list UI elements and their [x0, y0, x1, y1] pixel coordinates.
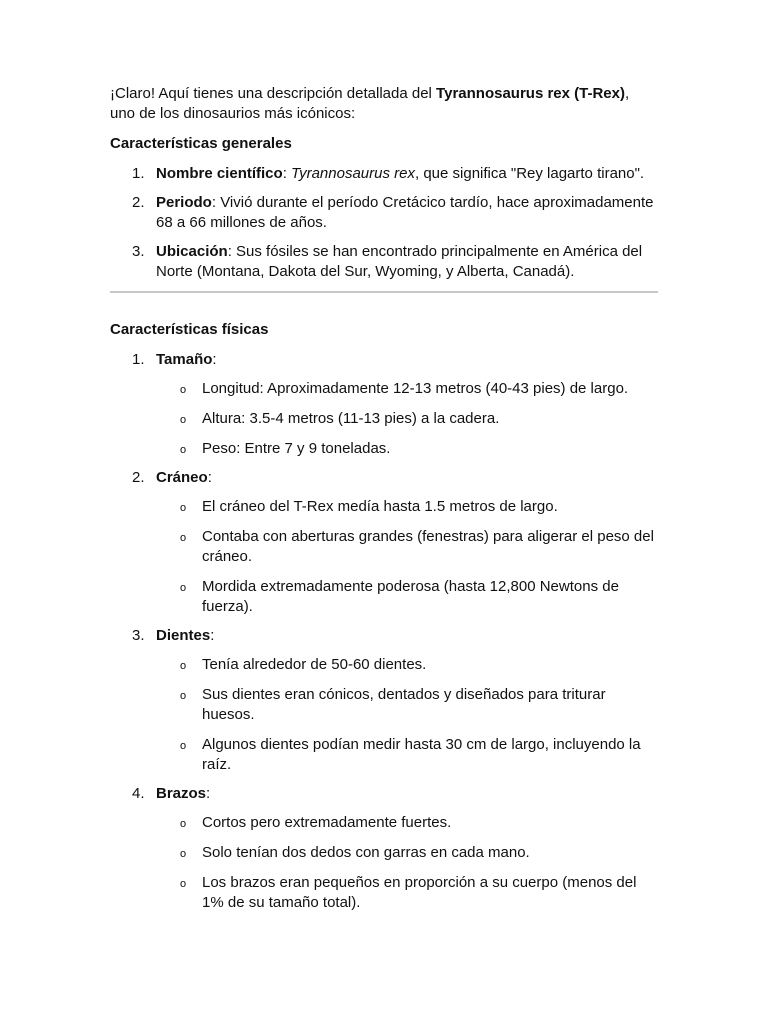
general-item-period [110, 193, 658, 233]
item-separator: : [282, 165, 292, 182]
bullet-icon: o [180, 502, 187, 514]
list-number: 1. [132, 351, 145, 368]
bullet-icon: o [180, 444, 187, 456]
sub-list-item [156, 813, 658, 833]
bullet-icon: o [180, 384, 187, 396]
bullet-icon: o [180, 532, 187, 544]
bullet-icon: o [180, 878, 187, 890]
sub-list-item [156, 685, 658, 725]
sub-item-text: Altura: 3.5-4 metros (11-13 pies) a la cadera. [202, 410, 500, 427]
bullet-icon: o [180, 848, 187, 860]
sub-list-item [156, 439, 658, 459]
item-label: Dientes [156, 627, 211, 644]
item-label: Periodo [156, 194, 212, 211]
sub-item-text: Tenía alrededor de 50-60 dientes. [202, 656, 427, 673]
section-title-physical: Características físicas [110, 321, 269, 338]
list-number: 4. [132, 785, 145, 802]
item-text: Sus fósiles se han encontrado principalmente en América del Norte (Montana, Dakota del Sur, Wyoming, y Alberta, Canadá). [156, 243, 643, 280]
item-separator: : [212, 351, 217, 368]
list-number: 3. [132, 243, 145, 260]
bullet-icon: o [180, 740, 187, 752]
sub-item-text: Longitud: Aproximadamente 12-13 metros (40-43 pies) de largo. [202, 380, 629, 397]
sub-list-item [156, 873, 658, 913]
intro-paragraph [110, 84, 658, 124]
bullet-icon: o [180, 690, 187, 702]
intro-text-end: , uno de los dinosaurios más icónicos: [110, 85, 630, 122]
physical-item-arms [110, 784, 658, 913]
intro-bold-name: Tyrannosaurus rex (T-Rex) [436, 85, 625, 102]
item-separator: : [206, 785, 211, 802]
physical-item-size [110, 350, 658, 459]
item-label: Nombre científico [156, 165, 283, 182]
sub-item-text: El cráneo del T-Rex medía hasta 1.5 metros de largo. [202, 498, 558, 515]
list-number: 2. [132, 194, 145, 211]
sub-list-item [156, 577, 658, 617]
sub-list-item [156, 655, 658, 675]
general-item-scientific-name [110, 164, 658, 184]
bullet-icon: o [180, 660, 187, 672]
sub-item-text: Algunos dientes podían medir hasta 30 cm de largo, incluyendo la raíz. [202, 736, 641, 773]
sub-list-item [156, 527, 658, 567]
item-text: Vivió durante el período Cretácico tardío, hace aproximadamente 68 a 66 millones de años. [156, 194, 654, 231]
bullet-icon: o [180, 582, 187, 594]
sub-list [156, 497, 658, 617]
item-label: Cráneo [156, 469, 208, 486]
sub-item-text: Peso: Entre 7 y 9 toneladas. [202, 440, 391, 457]
physical-item-teeth [110, 626, 658, 775]
sub-item-text: Solo tenían dos dedos con garras en cada mano. [202, 844, 530, 861]
list-number: 1. [132, 165, 145, 182]
section-title-general: Características generales [110, 135, 292, 152]
sub-list [156, 379, 658, 459]
sub-item-text: Contaba con aberturas grandes (fenestras) para aligerar el peso del cráneo. [202, 528, 654, 565]
bullet-icon: o [180, 818, 187, 830]
section-divider [110, 291, 658, 293]
item-separator: : [210, 627, 215, 644]
item-separator: : [207, 469, 212, 486]
sub-list [156, 813, 658, 913]
intro-text-start: ¡Claro! Aquí tienes una descripción detallada del [110, 85, 437, 102]
general-item-location [110, 242, 658, 282]
sub-item-text: Mordida extremadamente poderosa (hasta 12,800 Newtons de fuerza). [202, 578, 619, 615]
item-label: Tamaño [156, 351, 213, 368]
sub-list-item [156, 735, 658, 775]
sub-list-item [156, 497, 658, 517]
item-separator: : [211, 194, 221, 211]
sub-item-text: Sus dientes eran cónicos, dentados y diseñados para triturar huesos. [202, 686, 606, 723]
sub-list-item [156, 409, 658, 429]
item-label: Ubicación [156, 243, 228, 260]
sub-list [156, 655, 658, 775]
item-italic-name: Tyrannosaurus rex [291, 165, 415, 182]
item-label: Brazos [156, 785, 207, 802]
bullet-icon: o [180, 414, 187, 426]
sub-item-text: Cortos pero extremadamente fuertes. [202, 814, 452, 831]
physical-item-skull [110, 468, 658, 617]
physical-list [110, 350, 658, 913]
sub-list-item [156, 379, 658, 399]
sub-item-text: Los brazos eran pequeños en proporción a su cuerpo (menos del 1% de su tamaño total). [202, 874, 637, 911]
item-text: , que significa "Rey lagarto tirano". [414, 165, 645, 182]
sub-list-item [156, 843, 658, 863]
item-separator: : [227, 243, 237, 260]
general-list [110, 164, 658, 282]
list-number: 2. [132, 469, 145, 486]
list-number: 3. [132, 627, 145, 644]
